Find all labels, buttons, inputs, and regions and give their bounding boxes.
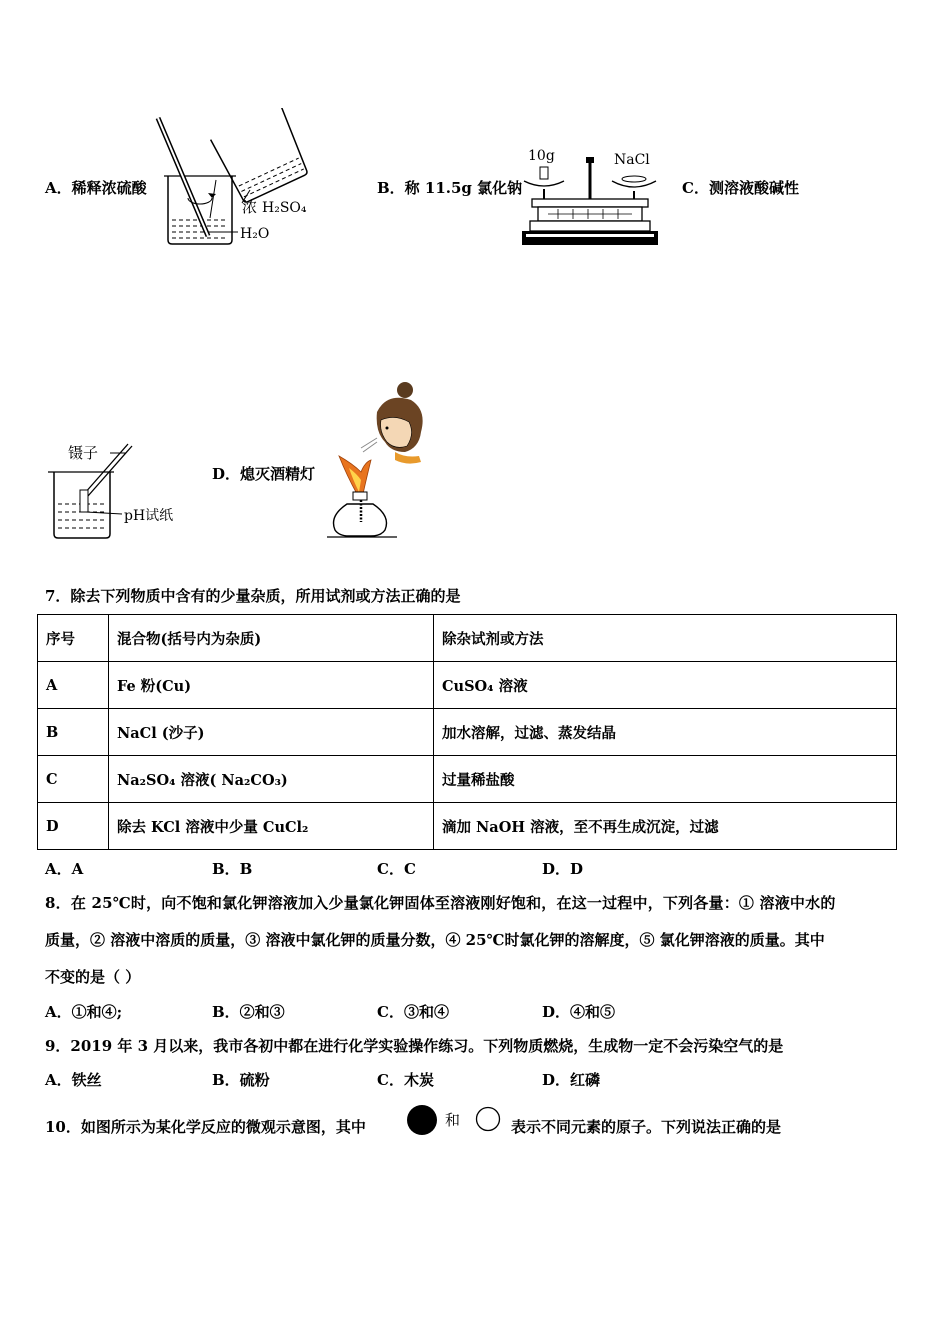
table-cell: 滴加 NaOH 溶液，至不再生成沉淀，过滤 [434, 803, 897, 850]
q7-stem: 7．除去下列物质中含有的少量杂质，所用试剂或方法正确的是 [45, 587, 461, 605]
header-cell: 除杂试剂或方法 [434, 615, 897, 662]
q9-option-d: D．红磷 [542, 1071, 601, 1089]
q7-option-d: D．D [542, 860, 584, 878]
ph-test-figure [40, 438, 190, 544]
q8-stem-line1: 8．在 25℃时，向不饱和氯化钾溶液加入少量氯化钾固体至溶液刚好饱和，在这一过程中，下列各量：① 溶液中水的 [45, 894, 836, 912]
table-cell: NaCl (沙子) [109, 709, 434, 756]
q9-stem: 9．2019 年 3 月以来，我市各初中都在进行化学实验操作练习。下列物质燃烧，生成物一定不会污染空气的是 [45, 1037, 784, 1055]
q10-and: 和 [445, 1111, 461, 1129]
q7-option-a: A．A [45, 860, 84, 878]
q8-option-c: C．③和④ [377, 1003, 449, 1021]
header-cell: 序号 [38, 615, 109, 662]
q10-stem-part2: 表示不同元素的原子。下列说法正确的是 [511, 1118, 782, 1136]
table-cell: 过量稀盐酸 [434, 756, 897, 803]
table-cell: C [38, 756, 109, 803]
q9-option-c: C．木炭 [377, 1071, 434, 1089]
table-cell: Fe 粉(Cu) [109, 662, 434, 709]
q8-option-b: B．②和③ [212, 1003, 285, 1021]
q7-option-c: C．C [377, 860, 416, 878]
balance-figure [518, 145, 668, 249]
black-atom-icon [405, 1102, 439, 1138]
table-cell: B [38, 709, 109, 756]
fig-label-weight: 10g [528, 148, 555, 164]
q8-stem-line2: 质量，② 溶液中溶质的质量，③ 溶液中氯化钾的质量分数，④ 25℃时氯化钾的溶解度，⑤ 氯化钾溶液的质量。其中 [45, 931, 825, 949]
table-cell: 加水溶解，过滤、蒸发结晶 [434, 709, 897, 756]
fig-label-conc: 浓 [242, 198, 258, 216]
q9-option-a: A．铁丝 [45, 1071, 102, 1089]
table-cell: Na₂SO₄ 溶液( Na₂CO₃) [109, 756, 434, 803]
q10-stem-part1: 10．如图所示为某化学反应的微观示意图，其中 [45, 1118, 366, 1136]
table-row [38, 709, 897, 756]
table-row [38, 803, 897, 850]
white-atom-icon [474, 1104, 502, 1134]
fig-label-ph-paper: pH试纸 [124, 508, 174, 524]
q6-option-b-label: B．称 11.5g 氯化钠 [377, 179, 523, 197]
fig-label-salt: NaCl [614, 152, 650, 168]
q6-option-c-label: C．测溶液酸碱性 [682, 179, 799, 197]
table-cell: D [38, 803, 109, 850]
q6-option-d-label: D．熄灭酒精灯 [212, 465, 316, 483]
table-cell: 除去 KCl 溶液中少量 CuCl₂ [109, 803, 434, 850]
table-cell: CuSO₄ 溶液 [434, 662, 897, 709]
table-cell: A [38, 662, 109, 709]
fig-label-acid: H₂SO₄ [262, 200, 307, 216]
fig-label-tweezers: 镊子 [68, 444, 99, 462]
table-row [38, 756, 897, 803]
alcohol-lamp-figure [325, 376, 445, 541]
q6-option-a-label: A．稀释浓硫酸 [45, 179, 147, 197]
fig-label-water: H₂O [240, 226, 270, 242]
header-cell: 混合物(括号内为杂质) [109, 615, 434, 662]
table-row [38, 662, 897, 709]
q8-stem-line3: 不变的是（ ） [45, 968, 141, 986]
q7-option-b: B．B [212, 860, 253, 878]
dilute-acid-figure [150, 108, 320, 253]
q8-option-d: D．④和⑤ [542, 1003, 616, 1021]
q9-option-b: B．硫粉 [212, 1071, 270, 1089]
table-header-row [38, 615, 897, 662]
q7-table [37, 614, 897, 850]
q8-option-a: A．①和④; [45, 1003, 123, 1021]
